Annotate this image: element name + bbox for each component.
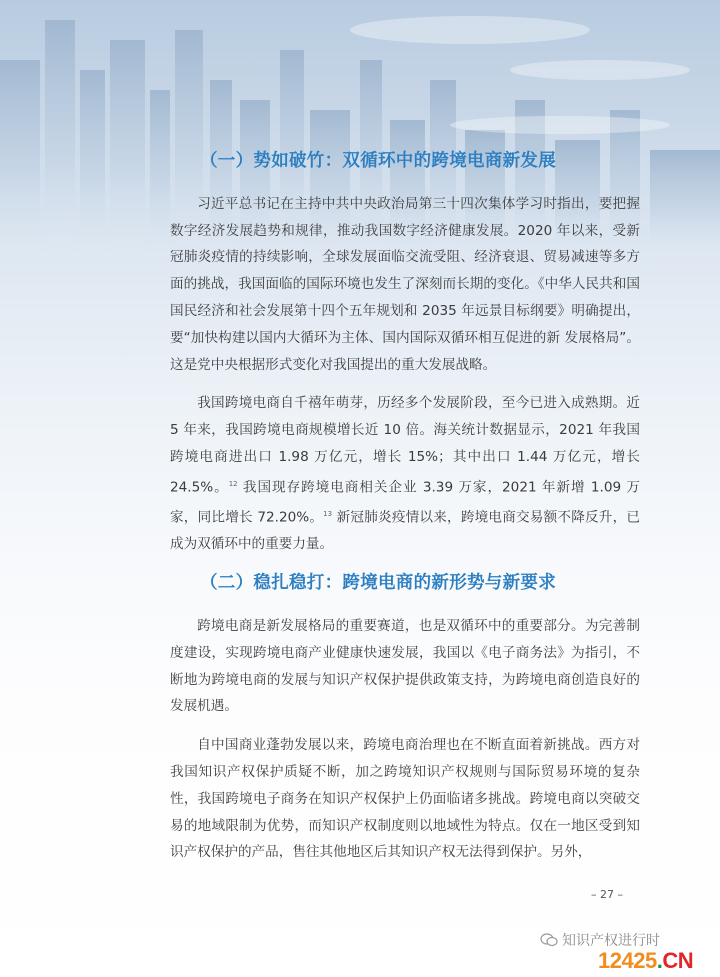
site-logo: 12425.CN bbox=[598, 948, 694, 973]
wechat-icon bbox=[540, 933, 558, 947]
document-body bbox=[170, 150, 640, 878]
watermark-text: 知识产权进行时 bbox=[562, 933, 660, 949]
footnote-ref: 13 bbox=[323, 510, 333, 519]
paragraph: 自中国商业蓬勃发展以来，跨境电商治理也在不断直面着新挑战。西方对我国知识产权保护质疑不断，加之跨境知识产权规则与国际贸易环境的复杂性，我国跨境电子商务在知识产权保护上仍面临诸多挑战。跨境电商以突破交易的地域限制为优势，而知识产权制度则以地域性为特点。仅在一地区受到知识产权保护的产品，售往其他地区后其知识产权无法得到保护。另外， bbox=[170, 737, 640, 861]
section-heading-2: （二）稳扎稳打：跨境电商的新形势与新要求 bbox=[200, 573, 556, 594]
watermark bbox=[540, 930, 660, 950]
paragraph: 我国跨境电商自千禧年萌芽，历经多个发展阶段，至今已进入成熟期。近 5 年来，我国跨境电商规模增长近 10 倍。海关统计数据显示，2021 年我国跨境电商进出口 1.98 万亿元，增长 15%；其中出口 1.44 万亿元，增长 24.5%。$^{12}$ 我国现存跨境电商相关企业 3.39 万家，2021 年新增 1.09 万家，同比增长 72.20%。$^{13}$ 新冠肺炎疫情以来，跨境电商交易额不降反升，已成为双循环中的重要力量。 bbox=[170, 395, 640, 553]
paragraph: 跨境电商是新发展格局的重要赛道，也是双循环中的重要部分。为完善制度建设，实现跨境电商产业健康快速发展，我国以《电子商务法》为指引，不断地为跨境电商的发展与知识产权保护提供政策支持，为跨境电商创造良好的发展机遇。 bbox=[170, 617, 640, 715]
page-number: – 27 – bbox=[591, 888, 623, 901]
paragraph: 习近平总书记在主持中共中央政治局第三十四次集体学习时指出，要把握数字经济发展趋势和规律，推动我国数字经济健康发展。2020 年以来，受新冠肺炎疫情的持续影响，全球发展面临交流受阻、经济衰退、贸易减速等多方面的挑战，我国面临的国际环境也发生了深刻而长期的变化。《中华人民共和国国民经济和社会发展第十四个五年规划和 2035 年远景目标纲要》明确提出，要“加快构建以国内大循环为主体、国内国际双循环相互促进的新 发展格局”。这是党中央根据形式变化对我国提出的重大发展战略。 bbox=[170, 195, 640, 373]
footnote-ref: 12 bbox=[228, 479, 238, 488]
section-heading-1: （一）势如破竹：双循环中的跨境电商新发展 bbox=[200, 151, 556, 171]
